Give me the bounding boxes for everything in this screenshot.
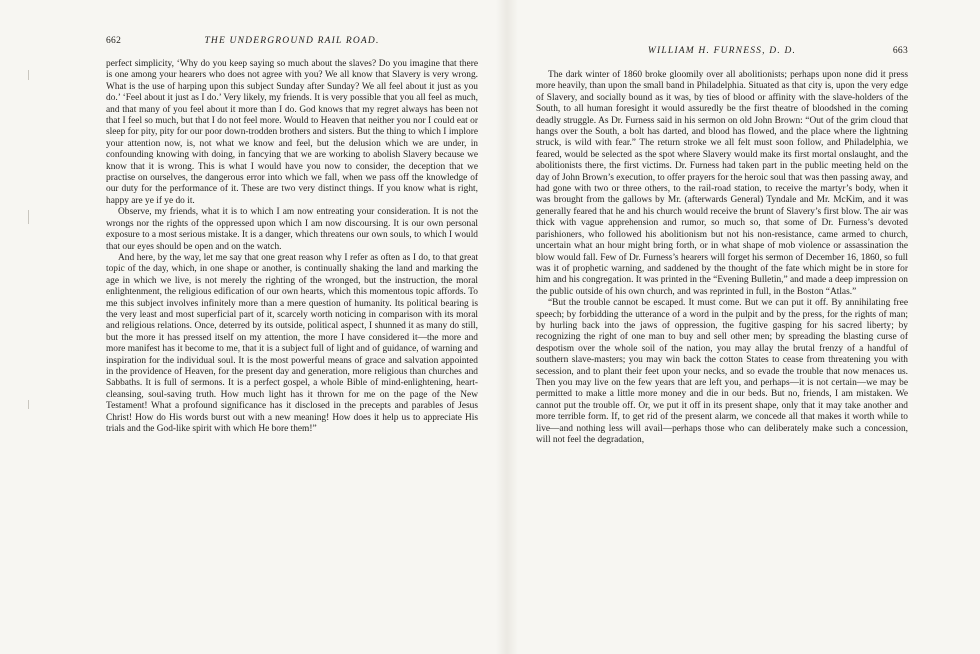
paragraph: And here, by the way, let me say that one great reason why I refer as often as I do, to that great topic of the day, which, in one shape or another, is continually shaking the land and marking the age in which we live, is not merely the righting of the wronged, but the instruction, the moral enlightenment, the religious edification of our own hearts, which this momentous topic affords. To me this subject involves infinitely more than a mere question of humanity. Its political bearing is the very least and most superficial part of it, scarcely worth noticing in comparison with its moral and religious relations. Once, deterred by its outside, political aspect, I shunned it as many do still, but the more it has pressed itself on my attention, the more I have considered it—the more and more manifest has it become to me, that it is a subject full of light and of guidance, of warning and inspiration for the individual soul. It is the most powerful means of grace and salvation appointed in the providence of Heaven, for the present day and generation, more religious than churches and Sabbaths. It is full of sermons. It is a perfect gospel, a whole Bible of mind-enlightening, heart-cleansing, soul-saving truth. How much light has it thrown for me on the page of the New Testament! What a profound significance has it disclosed in the precepts and parables of Jesus Christ! How do His words burst out with a new meaning! How does it help us to appreciate His trials and the God-like spirit with which He bore them!” (106, 252, 478, 434)
paragraph: “But the trouble cannot be escaped. It must come. But we can put it off. By annihilating free speech; by forbidding the utterance of a word in the pulpit and by the press, for the rights of man; by hurling back into the jaws of oppression, the fugitive gasping for his sacred liberty; by recognizing the right of one man to buy and sell other men; by spreading the blasting curse of despotism over the whole soil of the nation, you may allay the brutal frenzy of a handful of southern slave-masters; you may win back the cotton States to cease from threatening you with secession, and to plant their feet upon your necks, and so evade the trouble that now menaces us. Then you may live on the few years that are left you, and perhaps—it is not certain—we may be permitted to make a little more money and die in our beds. But no, friends, I am mistaken. We cannot put the trouble off. Or, we put it off in its present shape, only that it may take another and more terrible form. If, to get rid of the present alarm, we concede all that makes it worth while to live—and nothing less will avail—perhaps those who can deliberately make such a concession, will not feel the degradation, (536, 298, 908, 445)
page-number: 662 (106, 36, 122, 46)
page-edge-mark (28, 210, 29, 224)
paragraph: perfect simplicity, ‘Why do you keep saying so much about the slaves? Do you imagine that there is one among your hearers who does not agree with you? We all know that Slavery is very wrong. What is the use of harping upon this subject Sunday after Sunday? We all feel about it just as you do.’ ‘Feel about it just as I do.’ Very likely, my friends. It is very possible that you all feel as much, and that many of you feel about it more than I do. God knows that my regret always has been not that I feel so much, but that I do not feel more. Would to Heaven that neither you nor I could eat or sleep for pity, pity for our poor down-trodden brothers and sisters. But the thing to which I implore your attention now, is, not what we know and feel, but the delusion which we are under, in confounding knowing with doing, in fancying that we are working to abolish Slavery because we know that it is wrong. This is what I would have you now to consider, the deception that we practise on ourselves, the dangerous error into which we fall, when we pass off the knowledge of our duty for the performance of it. These are two very distinct things. If you know what is right, happy are ye if ye do it. (106, 59, 478, 206)
page-edge-mark (28, 70, 29, 80)
book-gutter (496, 0, 518, 654)
running-head: WILLIAM H. FURNESS, D. D. (647, 46, 797, 56)
right-page-header (536, 36, 908, 56)
page-number: 663 (892, 46, 908, 56)
paragraph: The dark winter of 1860 broke gloomily over all abolitionists; perhaps upon none did it press more heavily, than upon the small band in Philadelphia. Situated as that city is, upon the very edge of Slavery, and socially bound as it was, by ties of blood or affinity with the slave-holders of the South, to all human foresight it would assuredly be the first theatre of bloodshed in the coming deadly struggle. As Dr. Furness said in his sermon on old John Brown: “Out of the grim cloud that hangs over the South, a bolt has darted, and blood has flowed, and the place where the lightning struck, is wild with fear.” The return stroke we all felt must soon follow, and Philadelphia, we feared, would be selected as the spot where Slavery would make its first mortal onslaught, and the abolitionists there, the first victims. Dr. Furness had taken part in the public meeting held on the day of John Brown’s execution, to offer prayers for the heroic soul that was then passing away, and had gone with two or three others, to the rail-road station, to receive the martyr’s body, when it was brought from the gallows by Mr. (afterwards General) Tyndale and Mr. McKim, and it was generally feared that he and his church would receive the brunt of Slavery’s first blow. The air was thick with vague apprehension and rumor, so much so, that some of Dr. Furness’s devoted parishioners, who followed his abolitionism but not his non-resistance, came armed to church, uncertain what an hour might bring forth, or in what shape of mob violence or assassination the blow would fall. Few of Dr. Furness’s hearers will forget his sermon of December 16, 1860, so full was it of prophetic warning, and saddened by the thought of the fate which might be in store for him and his congregation. It was printed in the “Evening Bulletin,” and made a deep impression on the public outside of his own church, and was reprinted in full, in the Boston “Atlas.” (536, 70, 908, 297)
page-edge-mark (28, 400, 29, 409)
running-head: THE UNDERGROUND RAIL ROAD. (204, 36, 380, 46)
left-page-header (106, 36, 478, 50)
right-page-body (536, 70, 908, 446)
left-page (106, 0, 478, 654)
paragraph: Observe, my friends, what it is to which I am now entreating your consideration. It is not the wrongs nor the rights of the oppressed upon which I am now discoursing. It is our own personal exposure to a most serious mistake. It is a danger, which threatens our own souls, to which I would that our eyes should be open and on the watch. (106, 207, 478, 252)
right-page (536, 0, 908, 654)
left-page-body (106, 59, 478, 435)
